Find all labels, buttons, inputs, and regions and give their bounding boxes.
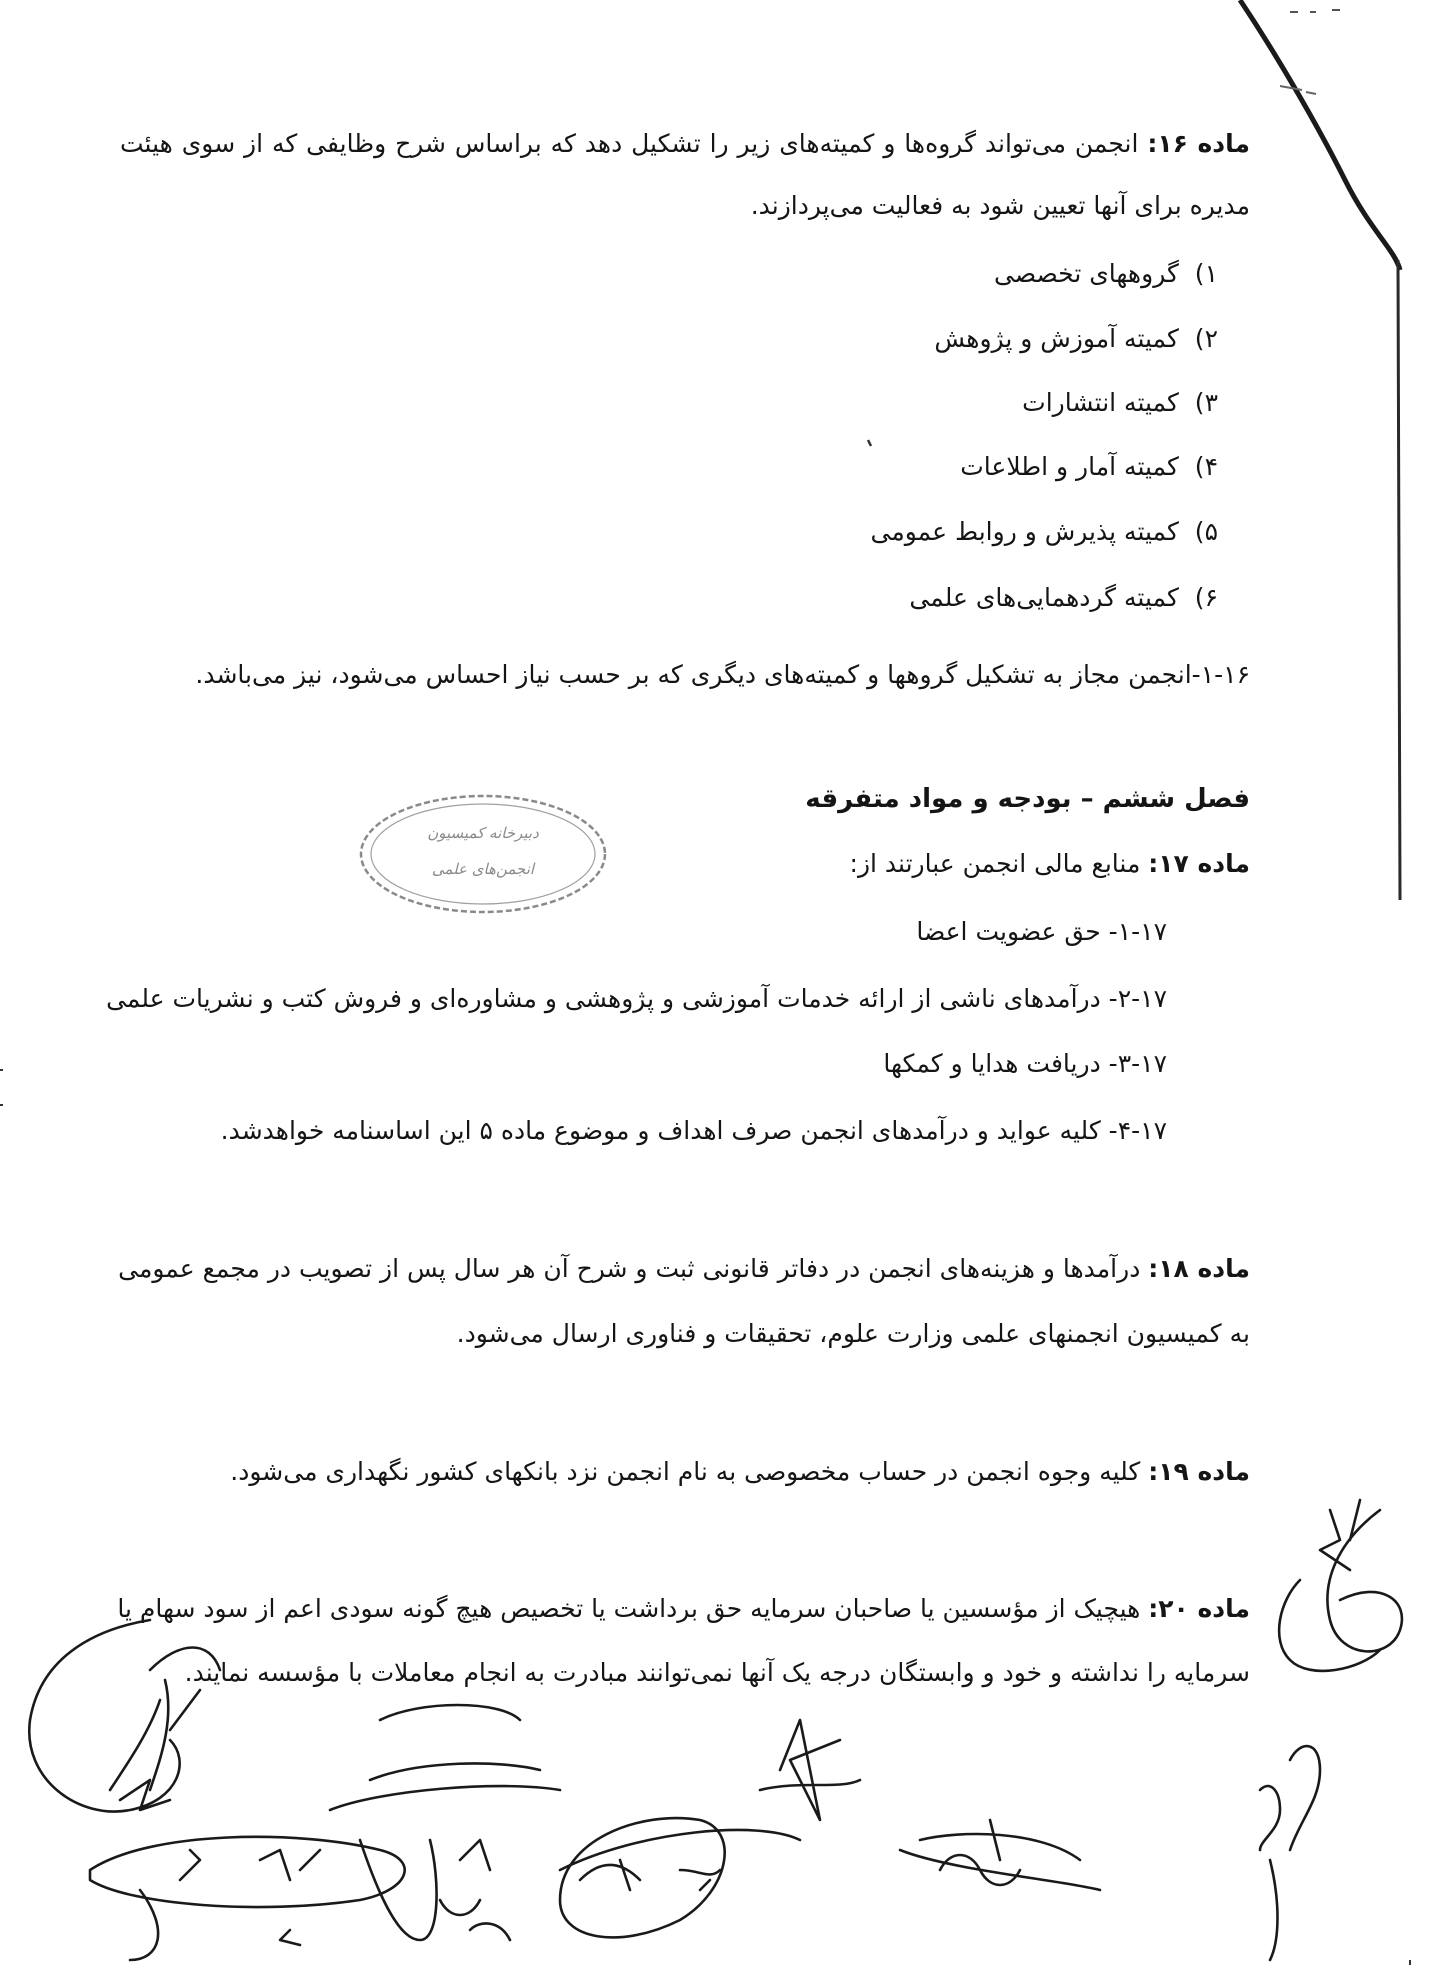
item-text: گروههای تخصصی [993,259,1179,288]
article17-intro-text: منابع مالی انجمن عبارتند از: [849,849,1141,878]
article16-clause1: ۱-۱۶-انجمن مجاز به تشکیل گروهها و کمیته‌های دیگری که بر حسب نیاز احساس می‌شود، نیز می‌باشد. [195,660,1250,689]
item-number: ۳) [1194,388,1218,417]
signature-center-right [900,1820,1100,1890]
item-number: ۱) [1194,259,1218,288]
article16-line2: مدیره برای آنها تعیین شود به فعالیت می‌پردازند. [750,191,1250,220]
article16-text1: انجمن می‌تواند گروه‌ها و کمیته‌های زیر را تشکیل دهد که براساس شرح وظایفی که از سوی هیئت [120,129,1139,158]
article18-label: ماده ۱۸: [1148,1254,1250,1283]
stamp-line2: انجمن‌های علمی [431,860,535,878]
article18-line2: به کمیسیون انجمنهای علمی وزارت علوم، تحقیقات و فناوری ارسال می‌شود. [456,1319,1250,1348]
section6-heading: فصل ششم – بودجه و مواد متفرقه [805,784,1250,814]
item-text: کمیته پذیرش و روابط عمومی [870,517,1179,546]
item-number: ۴) [1194,452,1218,481]
item-text: کمیته گردهمایی‌های علمی [909,583,1179,612]
item-number: ۵) [1194,517,1218,546]
signature-left [29,1620,179,1812]
signature-a [760,1720,860,1820]
article18-text1: درآمدها و هزینه‌های انجمن در دفاتر قانونی ثبت و شرح آن هر سال پس از تصویب در مجمع عمومی [118,1254,1141,1283]
signature-right [1279,1510,1402,1671]
article17-clause-1: ۱-۱۷- حق عضویت اعضا [916,917,1167,946]
item-number: ۲) [1194,324,1218,353]
article16-label: ماده ۱۶: [1147,129,1250,158]
item-text: کمیته آموزش و پژوهش [934,324,1179,353]
article19-text: کلیه وجوه انجمن در حساب مخصوصی به نام انجمن نزد بانکهای کشور نگهداری می‌شود. [230,1457,1141,1486]
article20-line2: سرمایه را نداشته و خود و وابستگان درجه یک آنها نمی‌توانند مبادرت به انجام معاملات با مؤسسه نمایند. [184,1658,1250,1687]
item-text: کمیته آمار و اطلاعات [960,452,1179,481]
article17-clause-2: ۲-۱۷- درآمدهای ناشی از ارائه خدمات آموزشی و پژوهشی و مشاوره‌ای و فروش کتب و نشریات علمی [106,984,1167,1013]
article19-label: ماده ۱۹: [1148,1457,1250,1486]
item-number: ۶) [1194,583,1218,612]
article17-clause-3: ۳-۱۷- دریافت هدایا و کمکها [883,1049,1167,1078]
signature-ellipse [90,1837,405,1907]
article17-clause-4: ۴-۱۷- کلیه عواید و درآمدهای انجمن صرف اهداف و موضوع ماده ۵ این اساسنامه خواهدشد. [220,1116,1167,1145]
signature-far-right [1260,1746,1320,1960]
article20-label: ماده ۲۰: [1148,1594,1250,1623]
stamp-line1: دبیرخانه کمیسیون [427,824,539,842]
item-text: کمیته انتشارات [1022,388,1179,417]
signature-center-left [330,1763,560,1940]
article17-label: ماده ۱۷: [1148,849,1250,878]
signature-center [560,1818,725,1937]
article20-text1: هیچیک از مؤسسین یا صاحبان سرمایه حق برداشت یا تخصیص هیچ گونه سودی اعم از سود سهام یا [117,1594,1141,1623]
